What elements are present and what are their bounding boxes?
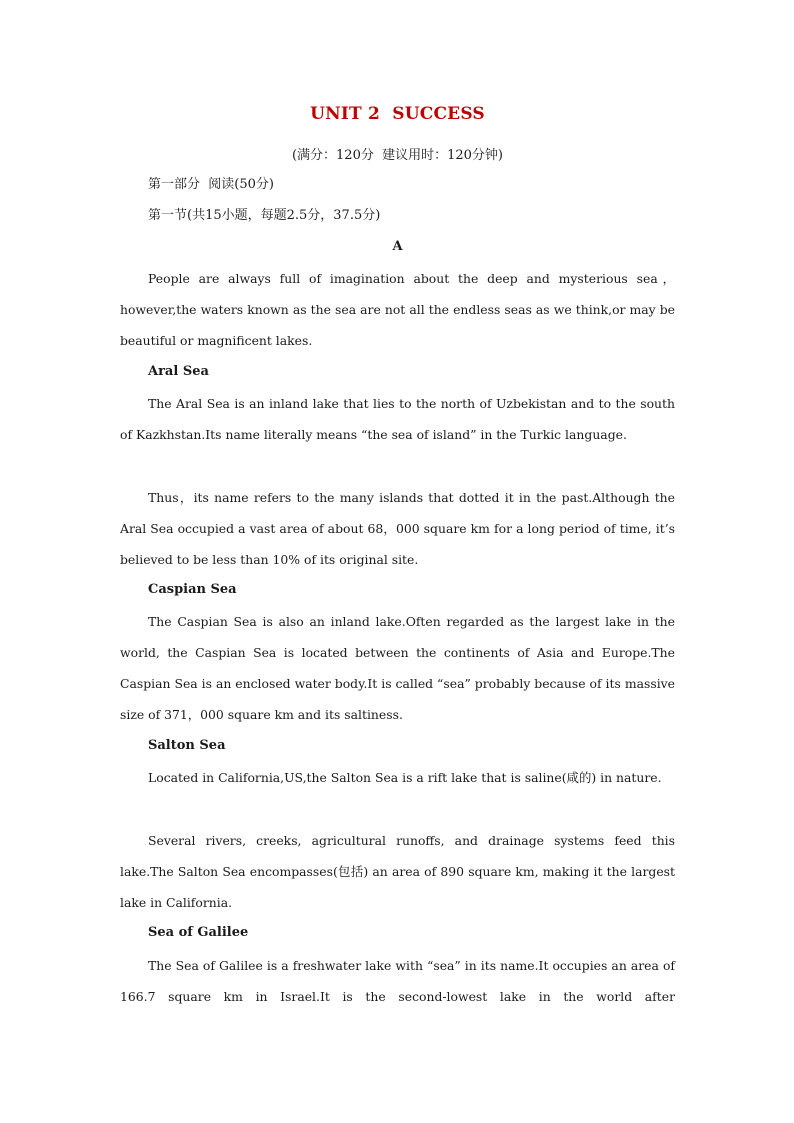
heading-sea-of-galilee: Sea of Galilee	[148, 925, 249, 940]
galilee-paragraph-1: The Sea of Galilee is a freshwater lake with “sea” in its name.It occupies an area of 166.7 square km in Israel.It is the second-lowest lake in the world after	[120, 958, 675, 1004]
heading-salton-sea: Salton Sea	[148, 738, 226, 753]
aral-paragraph-2: Thus，its name refers to the many islands that dotted it in the past.Although the Aral Sea occupied a vast area of about 68，000 square km for a long period of time, it’s believed to be less than 10% of its original site.	[120, 490, 675, 567]
salton-paragraph-2: Several rivers, creeks, agricultural runoffs, and drainage systems feed this lake.The Salton Sea encompasses(包括) an area of 890 square km, making it the largest lake in California.	[120, 833, 675, 910]
salton-paragraph-1: Located in California,US,the Salton Sea is a rift lake that is saline(咸的) in nature.	[148, 770, 662, 785]
intro-paragraph: People are always full of imagination about the deep and mysterious sea，however,the waters known as the sea are not all the endless seas as we think,or may be beautiful or magnificent lakes.	[120, 271, 675, 348]
page-title: UNIT 2 SUCCESS	[310, 104, 485, 124]
caspian-paragraph-1: The Caspian Sea is also an inland lake.Often regarded as the largest lake in the world, the Caspian Sea is located between the continents of Asia and Europe.The Caspian Sea is an enclosed water body.It is called “sea” probably because of its massive size of 371，000 square km and its saltiness.	[120, 614, 675, 722]
part-heading: 第一部分 阅读(50分)	[148, 177, 274, 192]
page-subtitle: (满分：120分 建议用时：120分钟)	[291, 148, 504, 163]
passage-label: A	[392, 239, 403, 254]
section-heading: 第一节(共15小题，每题2.5分，37.5分)	[148, 208, 381, 223]
heading-caspian-sea: Caspian Sea	[148, 582, 237, 597]
aral-paragraph-1: The Aral Sea is an inland lake that lies to the north of Uzbekistan and to the south of Kazkhstan.Its name literally means “the sea of island” in the Turkic language.	[120, 396, 675, 442]
heading-aral-sea: Aral Sea	[148, 364, 209, 379]
